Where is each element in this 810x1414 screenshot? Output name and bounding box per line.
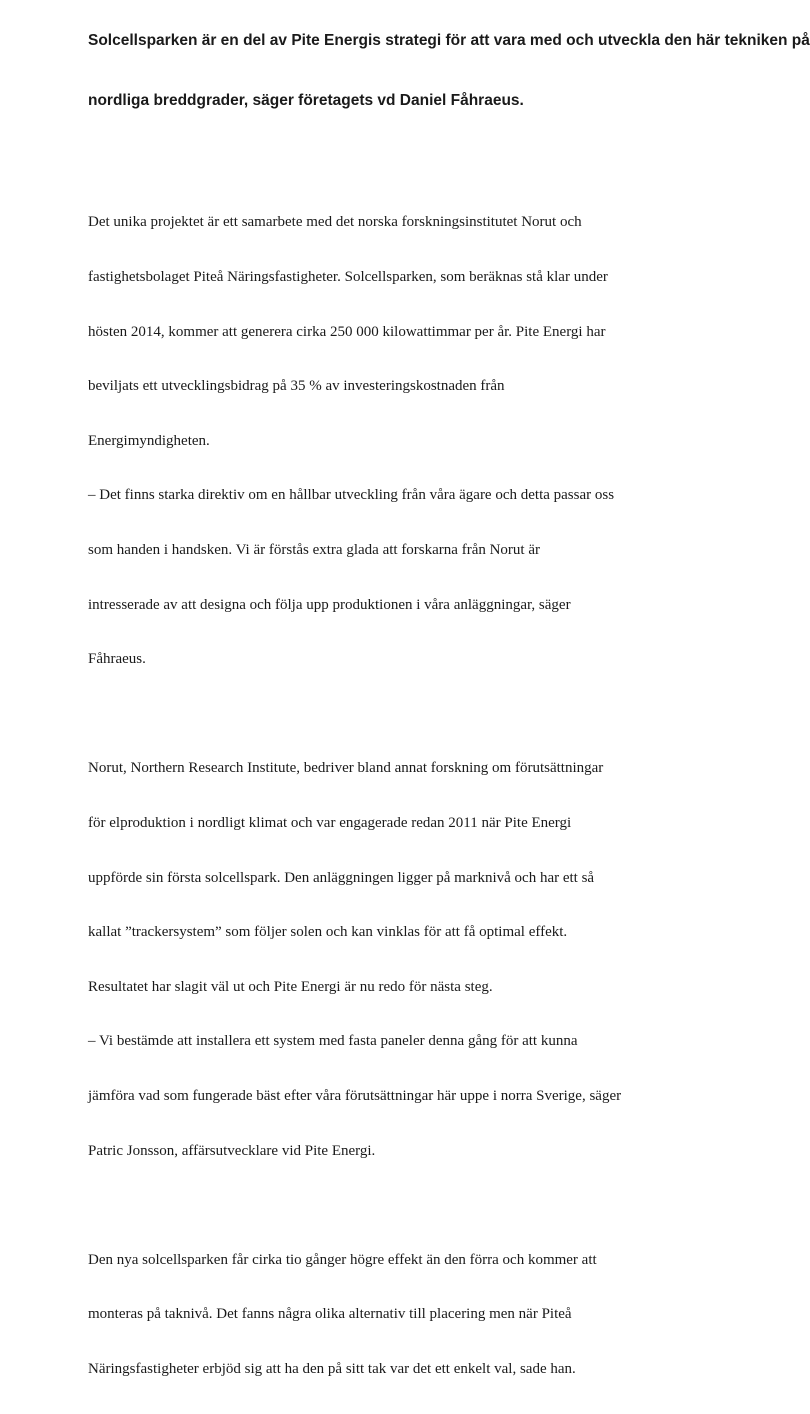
document-page <box>88 0 810 1414</box>
body-line: Fåhraeus. <box>88 651 146 668</box>
body-paragraph-2 <box>88 723 728 1196</box>
body-line: Näringsfastigheter erbjöd sig att ha den på sitt tak var det ett enkelt val, sade han. <box>88 1360 576 1377</box>
body-line: Energimyndigheten. <box>88 432 210 449</box>
lead-line: Solcellsparken är en del av Pite Energis strategi för att vara med och utveckla den här tekniken på <box>88 32 810 49</box>
body-line: – Det finns starka direktiv om en hållbar utveckling från våra ägare och detta passar oss <box>88 487 615 504</box>
body-line: kallat ”trackersystem” som följer solen och kan vinklas för att få optimal effekt. <box>88 924 568 941</box>
body-paragraph-1 <box>88 177 728 705</box>
body-line: jämföra vad som fungerade bäst efter våra förutsättningar här uppe i norra Sverige, säger <box>88 1087 622 1104</box>
body-paragraph-3 <box>88 1214 728 1414</box>
body-line: – Vi bestämde att installera ett system med fasta paneler denna gång för att kunna <box>88 1033 578 1050</box>
body-line: monteras på taknivå. Det fanns några olika alternativ till placering men när Piteå <box>88 1306 572 1323</box>
body-line: Patric Jonsson, affärsutvecklare vid Pite Energi. <box>88 1142 376 1159</box>
body-line: för elproduktion i nordligt klimat och var engagerade redan 2011 när Pite Energi <box>88 814 572 831</box>
body-line: som handen i handsken. Vi är förstås extra glada att forskarna från Norut är <box>88 542 540 559</box>
body-line: fastighetsbolaget Piteå Näringsfastigheter. Solcellsparken, som beräknas stå klar under <box>88 269 608 286</box>
lead-line: nordliga breddgrader, säger företagets vd Daniel Fåhraeus. <box>88 92 524 109</box>
body-line: Resultatet har slagit väl ut och Pite Energi är nu redo för nästa steg. <box>88 978 493 995</box>
body-line: Det unika projektet är ett samarbete med det norska forskningsinstitutet Norut och <box>88 214 582 231</box>
body-line: uppförde sin första solcellspark. Den anläggningen ligger på marknivå och har ett så <box>88 869 595 886</box>
body-line: beviljats ett utvecklingsbidrag på 35 % av investeringskostnaden från <box>88 378 505 395</box>
body-line: Den nya solcellsparken får cirka tio gånger högre effekt än den förra och kommer att <box>88 1251 597 1268</box>
body-line: Norut, Northern Research Institute, bedriver bland annat forskning om förutsättningar <box>88 760 604 777</box>
body-line: intresserade av att designa och följa upp produktionen i våra anläggningar, säger <box>88 596 571 613</box>
body-line: hösten 2014, kommer att generera cirka 250 000 kilowattimmar per år. Pite Energi har <box>88 323 606 340</box>
lead-paragraph <box>88 0 810 151</box>
